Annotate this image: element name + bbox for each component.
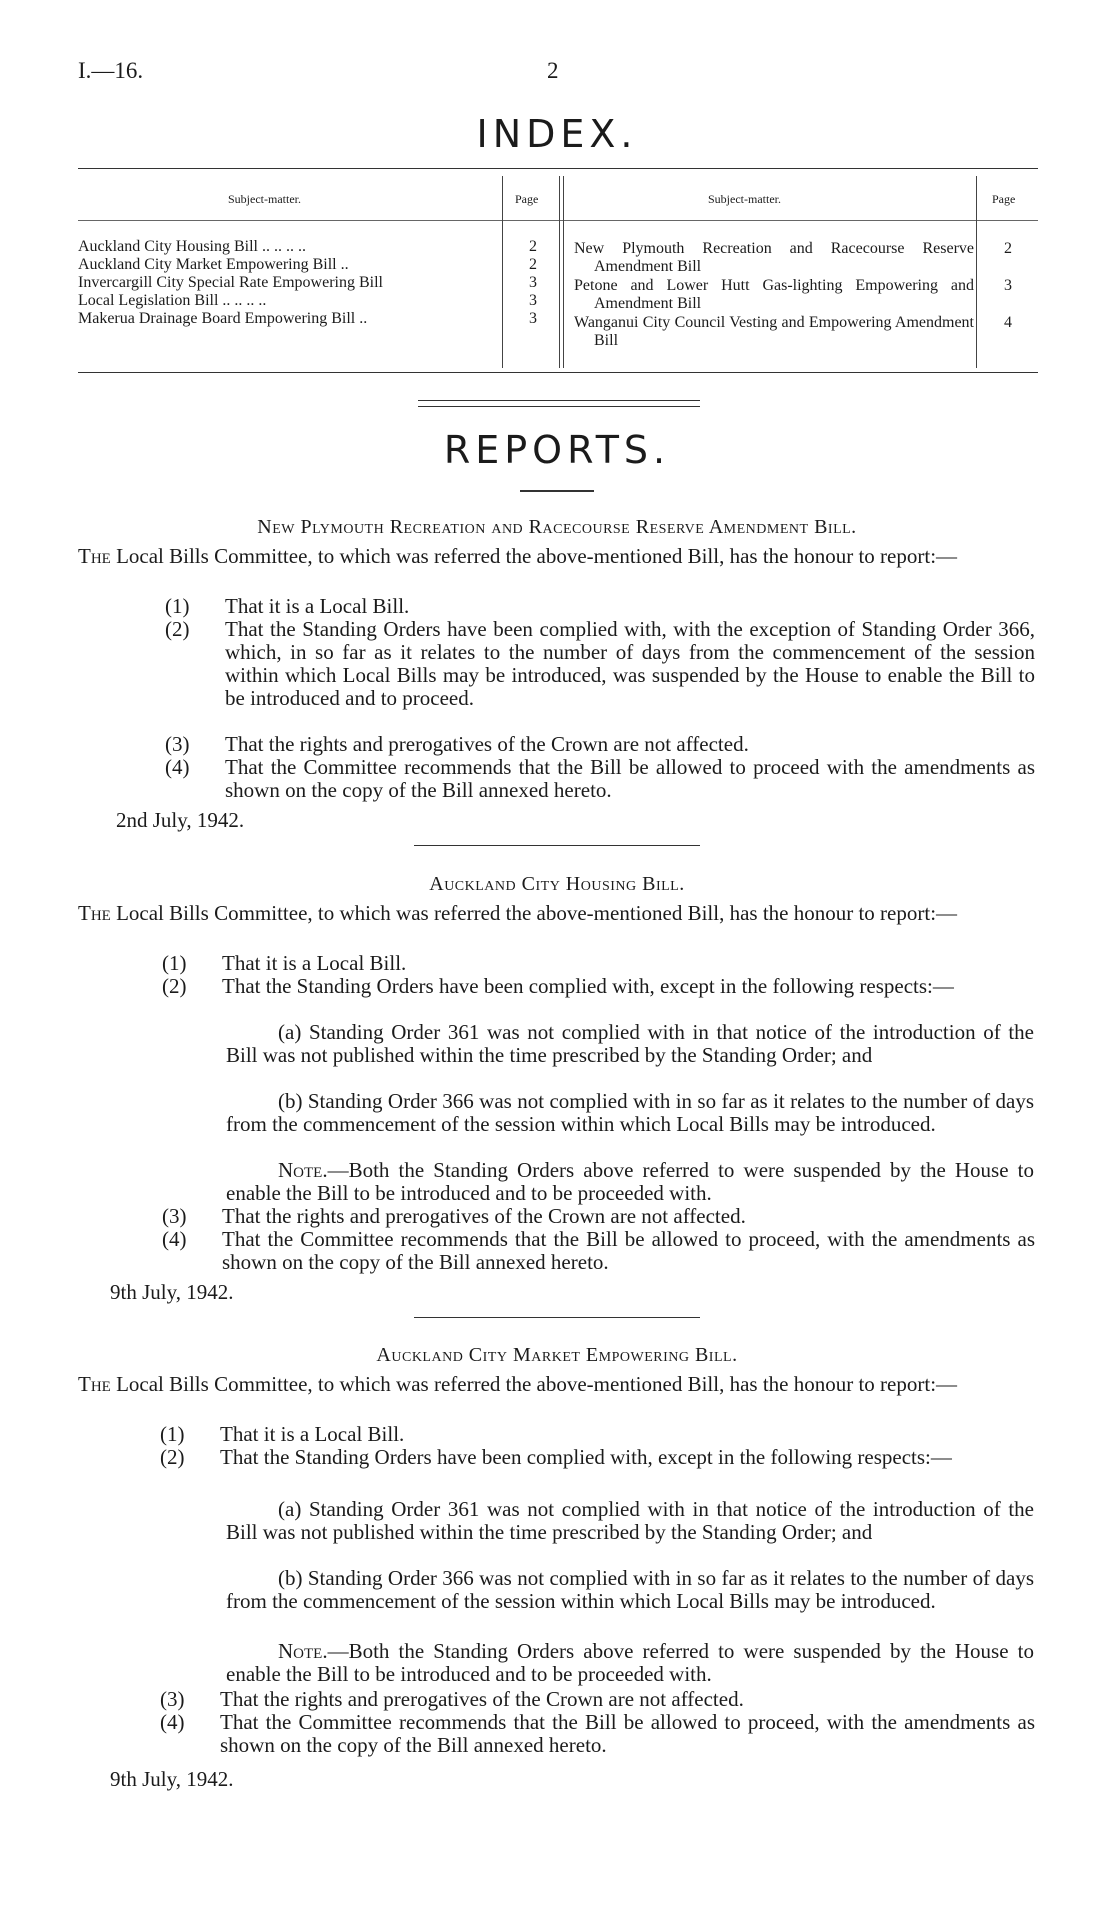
report-item bbox=[165, 733, 1035, 756]
report-item bbox=[165, 756, 1035, 802]
table-bottom-rule bbox=[78, 372, 1038, 373]
index-table bbox=[78, 168, 1038, 373]
report-date: 9th July, 1942. bbox=[110, 1280, 234, 1304]
report-item bbox=[162, 1228, 1035, 1274]
sub-clause-b: (b) Standing Order 366 was not complied with in so far as it relates to the number of days from the commencement of the session within which Local Bills may be introduced. bbox=[226, 1566, 1034, 1613]
index-page-ref: 4 bbox=[1004, 314, 1012, 331]
item-number: (3) bbox=[160, 1687, 185, 1711]
section-title: New Plymouth Recreation and Racecourse Reserve Amendment Bill. bbox=[257, 516, 857, 538]
note-lead: Note. bbox=[278, 1639, 328, 1663]
item-number: (1) bbox=[160, 1422, 185, 1446]
item-number: (4) bbox=[162, 1227, 187, 1251]
section-title: Auckland City Market Empowering Bill. bbox=[376, 1344, 738, 1366]
intro-lead: The bbox=[78, 901, 111, 925]
index-page-ref: 3 bbox=[529, 292, 537, 309]
index-entry: Invercargill City Special Rate Empowering Bill bbox=[78, 274, 383, 291]
item-number: (1) bbox=[162, 951, 187, 975]
page-number: 2 bbox=[547, 58, 559, 83]
index-title: INDEX. bbox=[476, 112, 638, 156]
report-date: 2nd July, 1942. bbox=[116, 808, 245, 832]
intro-lead: The bbox=[78, 544, 111, 568]
double-rule bbox=[418, 400, 700, 407]
index-left-pages bbox=[513, 238, 553, 328]
note-text: —Both the Standing Orders above referred to were suspended by the House to enable the Bill to be introduced and to be proceeded with. bbox=[226, 1158, 1034, 1205]
sub-clause-a: (a) Standing Order 361 was not complied with in that notice of the introduction of the Bill was not published within the time prescribed by the Standing Order; and bbox=[226, 1020, 1034, 1067]
table-header-rule bbox=[78, 220, 1038, 221]
item-number: (1) bbox=[165, 594, 190, 618]
intro-text: Local Bills Committee, to which was referred the above-mentioned Bill, has the honour to report:— bbox=[116, 901, 958, 925]
report-item bbox=[160, 1711, 1035, 1757]
index-entry: Local Legislation Bill .. .. .. .. bbox=[78, 292, 267, 309]
item-text: That it is a Local Bill. bbox=[220, 1422, 405, 1446]
item-number: (3) bbox=[162, 1204, 187, 1228]
document-reference: I.—16. bbox=[78, 58, 144, 83]
item-text: That the Standing Orders have been complied with, except in the following respects:— bbox=[220, 1445, 952, 1469]
report-item bbox=[160, 1688, 1035, 1711]
index-entry: Makerua Drainage Board Empowering Bill .. bbox=[78, 310, 368, 327]
sub-clause-b: (b) Standing Order 366 was not complied with in so far as it relates to the number of days from the commencement of the session within which Local Bills may be introduced. bbox=[226, 1089, 1034, 1136]
index-left-list bbox=[78, 238, 508, 328]
report-item bbox=[165, 595, 1035, 618]
sub-clause-a: (a) Standing Order 361 was not complied with in that notice of the introduction of the Bill was not published within the time prescribed by the Standing Order; and bbox=[226, 1497, 1034, 1544]
report-item bbox=[162, 975, 1035, 998]
item-number: (3) bbox=[165, 732, 190, 756]
item-text: That the Committee recommends that the Bill be allowed to proceed with the amendments as shown on the copy of the Bill annexed hereto. bbox=[225, 755, 1035, 802]
item-text: That it is a Local Bill. bbox=[222, 951, 407, 975]
index-right-pages bbox=[978, 240, 1038, 351]
item-text: That the rights and prerogatives of the Crown are not affected. bbox=[222, 1204, 746, 1228]
short-rule bbox=[520, 490, 594, 492]
item-number: (2) bbox=[165, 617, 190, 641]
table-top-rule bbox=[78, 168, 1038, 169]
item-text: That the Committee recommends that the Bill be allowed to proceed, with the amendments as shown on the copy of the Bill annexed hereto. bbox=[220, 1710, 1035, 1757]
section-title: Auckland City Housing Bill. bbox=[429, 873, 685, 895]
subject-column-header: Subject-matter. bbox=[228, 192, 301, 206]
item-number: (4) bbox=[160, 1710, 185, 1734]
column-divider bbox=[976, 176, 977, 368]
item-text: That the Standing Orders have been complied with, with the exception of Standing Order 366, which, in so far as it relates to the number of days from the commencement of the session within which Local Bills may be introduced, was suspended by the House to enable the Bill to be introduced and to proceed. bbox=[225, 617, 1035, 710]
index-page-ref: 3 bbox=[529, 274, 537, 291]
section-separator bbox=[414, 1317, 700, 1318]
intro-text: Local Bills Committee, to which was referred the above-mentioned Bill, has the honour to report:— bbox=[116, 544, 958, 568]
page-column-header: Page bbox=[515, 192, 539, 206]
column-divider bbox=[563, 176, 564, 368]
index-entry: New Plymouth Recreation and Racecourse Reserve Amendment Bill bbox=[574, 240, 974, 275]
index-page-ref: 3 bbox=[1004, 277, 1012, 294]
intro-lead: The bbox=[78, 1372, 111, 1396]
report-item bbox=[165, 618, 1035, 710]
item-number: (4) bbox=[165, 755, 190, 779]
index-page-ref: 2 bbox=[1004, 240, 1012, 257]
report-item bbox=[162, 1205, 1035, 1228]
index-entry: Wanganui City Council Vesting and Empowering Amendment Bill bbox=[574, 314, 974, 349]
section-separator bbox=[414, 845, 700, 846]
item-text: That the Committee recommends that the Bill be allowed to proceed, with the amendments as shown on the copy of the Bill annexed hereto. bbox=[222, 1227, 1035, 1274]
intro-text: Local Bills Committee, to which was referred the above-mentioned Bill, has the honour to report:— bbox=[116, 1372, 958, 1396]
item-text: That the rights and prerogatives of the Crown are not affected. bbox=[220, 1687, 744, 1711]
column-divider bbox=[559, 176, 560, 368]
report-item bbox=[160, 1446, 1035, 1469]
note bbox=[226, 1640, 1034, 1686]
item-text: That the rights and prerogatives of the Crown are not affected. bbox=[225, 732, 749, 756]
index-entry: Auckland City Market Empowering Bill .. bbox=[78, 256, 349, 273]
index-right-list bbox=[574, 240, 974, 351]
item-text: That the Standing Orders have been complied with, except in the following respects:— bbox=[222, 974, 954, 998]
index-page-ref: 3 bbox=[529, 310, 537, 327]
section-intro bbox=[78, 1373, 1034, 1396]
note-text: —Both the Standing Orders above referred to were suspended by the House to enable the Bill to be introduced and to be proceeded with. bbox=[226, 1639, 1034, 1686]
note bbox=[226, 1159, 1034, 1205]
item-text: That it is a Local Bill. bbox=[225, 594, 410, 618]
index-entry: Petone and Lower Hutt Gas-lighting Empowering and Amendment Bill bbox=[574, 277, 974, 312]
item-number: (2) bbox=[160, 1445, 185, 1469]
index-page-ref: 2 bbox=[529, 256, 537, 273]
subject-column-header: Subject-matter. bbox=[708, 192, 781, 206]
section-intro bbox=[78, 902, 1034, 925]
index-page-ref: 2 bbox=[529, 238, 537, 255]
item-number: (2) bbox=[162, 974, 187, 998]
report-item bbox=[160, 1423, 1035, 1446]
report-date: 9th July, 1942. bbox=[110, 1767, 234, 1791]
index-entry: Auckland City Housing Bill .. .. .. .. bbox=[78, 238, 306, 255]
note-lead: Note. bbox=[278, 1158, 328, 1182]
section-intro bbox=[78, 545, 1034, 568]
report-item bbox=[162, 952, 1035, 975]
reports-title: REPORTS. bbox=[443, 428, 671, 472]
page-column-header: Page bbox=[992, 192, 1016, 206]
